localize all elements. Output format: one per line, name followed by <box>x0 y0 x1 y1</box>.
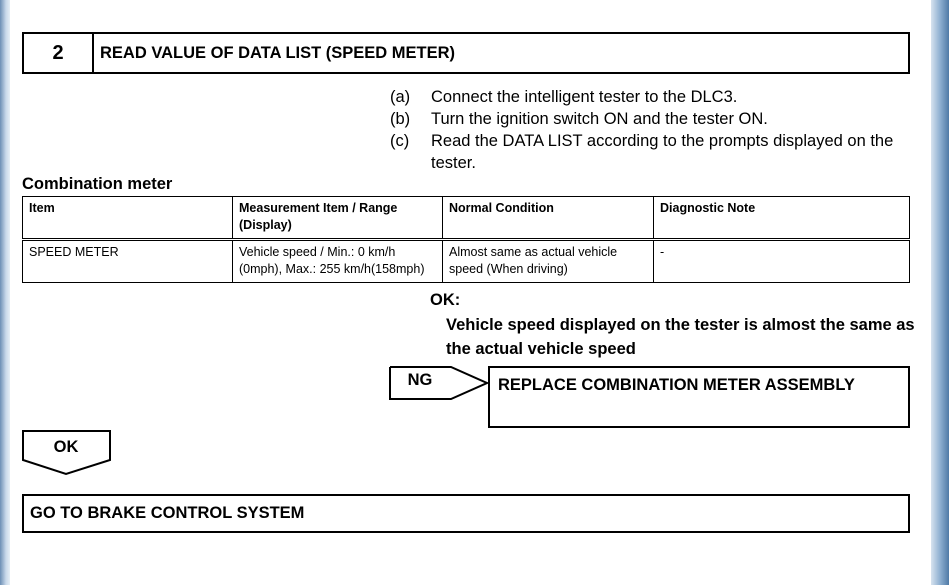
instruction-list <box>390 86 920 174</box>
ng-label: NG <box>407 371 433 389</box>
instruction-key: (a) <box>390 88 411 106</box>
instruction-text: Connect the intelligent tester to the DLC3. <box>431 88 738 106</box>
instruction-item <box>390 108 920 130</box>
step-number: 2 <box>24 34 94 72</box>
table-cell: SPEED METER <box>23 240 233 283</box>
ng-action-text: REPLACE COMBINATION METER ASSEMBLY <box>498 376 855 394</box>
column-header: Diagnostic Note <box>654 197 910 240</box>
table-cell: Vehicle speed / Min.: 0 km/h (0mph), Max.: 255 km/h(158mph) <box>233 240 443 283</box>
data-list-table <box>22 196 910 283</box>
instruction-item <box>390 86 920 108</box>
ok-action-box <box>22 494 910 533</box>
ok-label: OK <box>53 438 79 456</box>
table-header-row <box>23 197 910 240</box>
table-row <box>23 240 910 283</box>
instruction-key: (b) <box>390 110 411 128</box>
ok-action-text: GO TO BRAKE CONTROL SYSTEM <box>30 504 305 522</box>
ok-result-label: OK: <box>430 291 461 309</box>
column-header: Normal Condition <box>443 197 654 240</box>
column-header: Measurement Item / Range (Display) <box>233 197 443 240</box>
window-frame-right <box>931 0 949 585</box>
section-title: Combination meter <box>22 175 173 193</box>
table-cell: - <box>654 240 910 283</box>
instruction-text: Read the DATA LIST according to the prompts displayed on the tester. <box>431 132 894 172</box>
step-title: READ VALUE OF DATA LIST (SPEED METER) <box>100 43 456 62</box>
ok-condition-text: Vehicle speed displayed on the tester is almost the same as the actual vehicle speed <box>446 316 915 358</box>
instruction-key: (c) <box>390 132 410 150</box>
window-frame-left <box>0 0 10 585</box>
instruction-item <box>390 130 920 174</box>
column-header: Item <box>23 197 233 240</box>
instruction-text: Turn the ignition switch ON and the tester ON. <box>431 110 768 128</box>
table-cell: Almost same as actual vehicle speed (When driving) <box>443 240 654 283</box>
step-header <box>22 32 910 74</box>
ng-action-box <box>488 366 910 428</box>
